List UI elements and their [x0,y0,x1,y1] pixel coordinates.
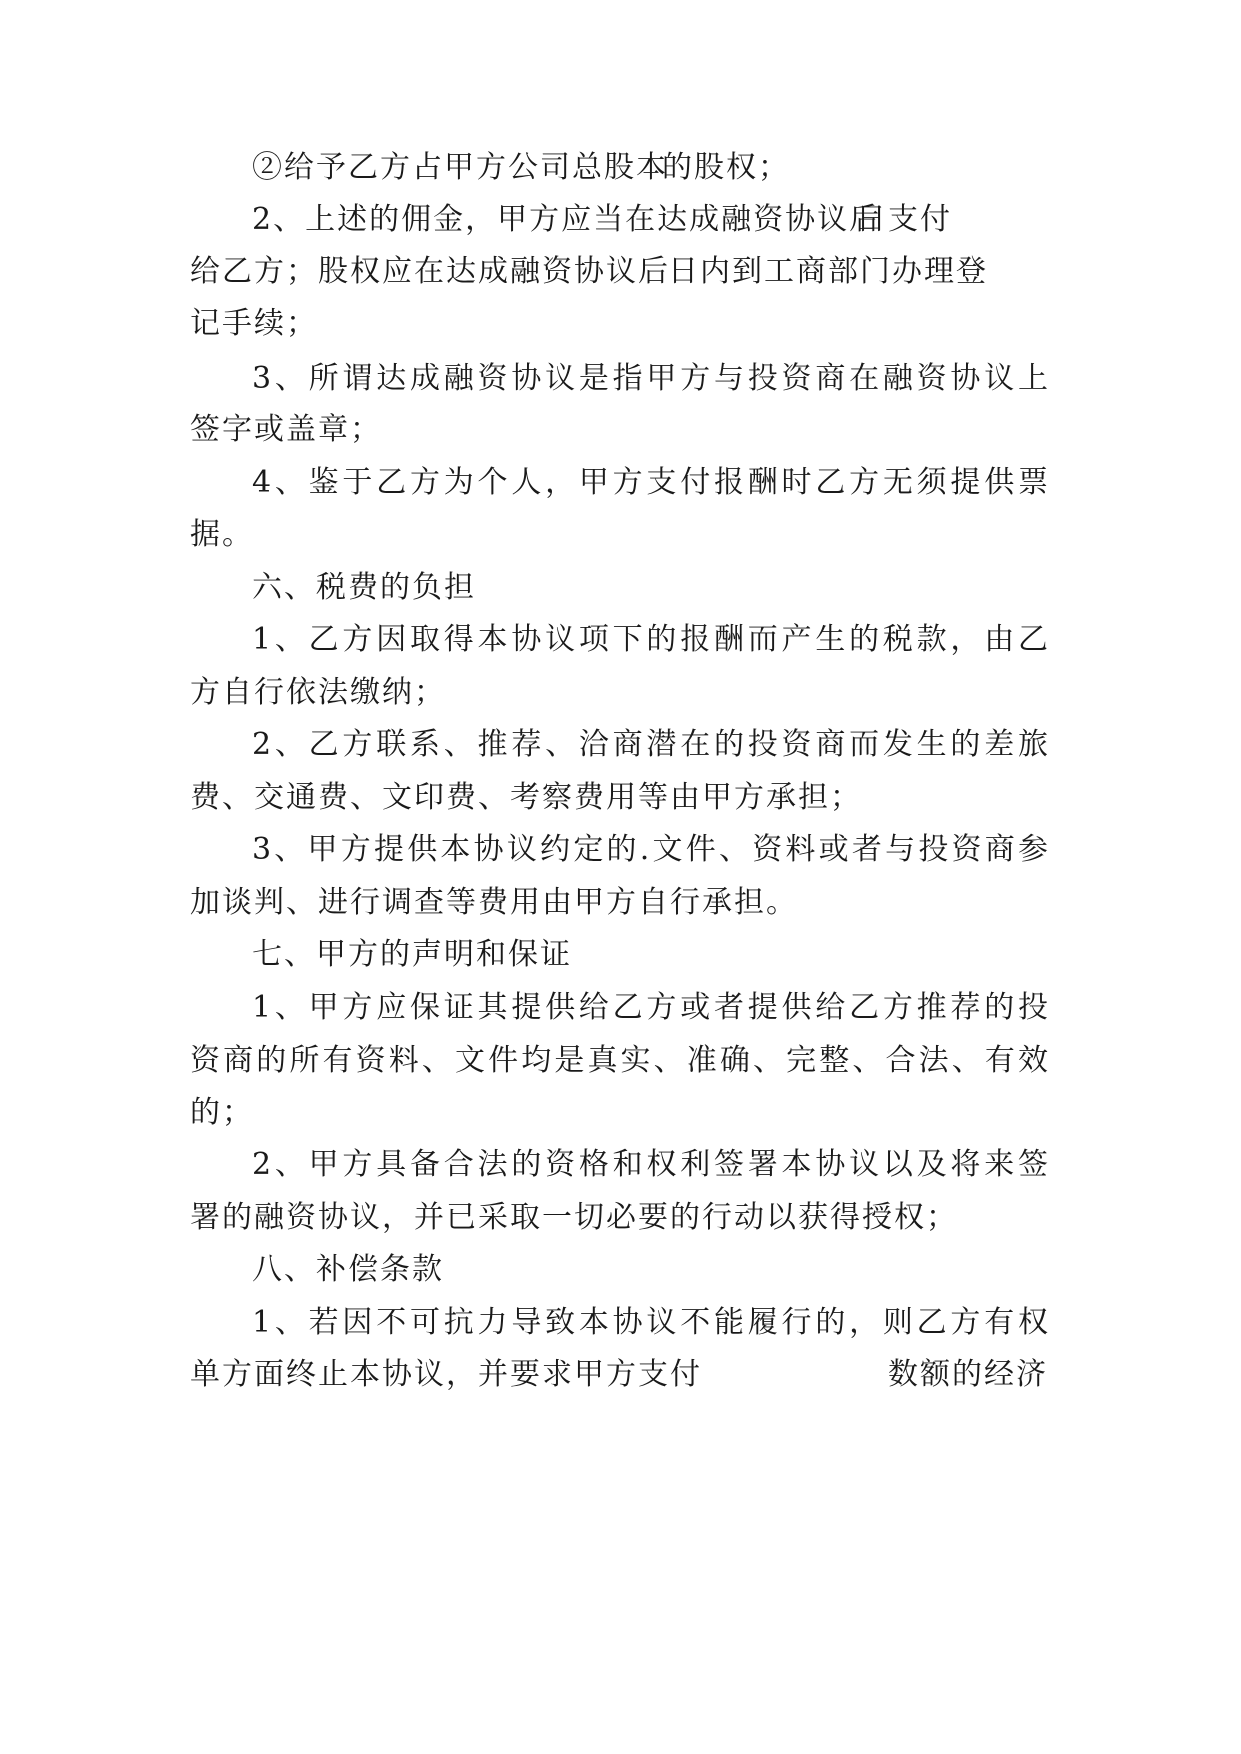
clause-6-item-3-line-2: 加谈判、进行调查等费用由甲方自行承担。 [190,885,798,920]
clause-5-item-4-line-2: 据。 [190,517,254,552]
clause-5-item-2-line-2-text: 给乙方；股权应在达成融资协议后 [190,254,670,289]
clause-7-item-2-line-1: 2、甲方具备合法的资格和权利签署本协议以及将来签 [252,1147,1050,1182]
clause-7-item-1-line-2: 资商的所有资料、文件均是真实、准确、完整、合法、有效 [190,1043,1050,1078]
clause-5-item-b-tail: 的股权； [662,150,790,185]
section-6-heading: 六、税费的负担 [252,570,476,605]
clause-8-item-1-line-2-text: 单方面终止本协议，并要求甲方支付 [190,1357,702,1392]
clause-5-item-2-line-2-tail: 日内到工商部门办理登 [668,254,988,289]
clause-6-item-2-line-2: 费、交通费、文印费、考察费用等由甲方承担； [190,780,862,815]
clause-8-item-1-line-2-tail: 数额的经济 [888,1357,1048,1392]
clause-7-item-1-line-1: 1、甲方应保证其提供给乙方或者提供给乙方推荐的投 [252,990,1050,1025]
section-7-heading: 七、甲方的声明和保证 [252,937,572,972]
clause-5-item-2-text: 2、上述的佣金，甲方应当在达成融资协议后 [252,202,882,237]
clause-5-item-2-line-3: 记手续； [190,306,318,341]
clause-8-item-1-line-2 [190,1347,1050,1403]
clause-6-item-1-line-2: 方自行依法缴纳； [190,675,446,710]
clause-5-item-b-text: ②给予乙方占甲方公司总股本 [252,150,668,185]
clause-7-item-1-line-3: 的； [190,1095,254,1130]
clause-6-item-2-line-1: 2、乙方联系、推荐、洽商潜在的投资商而发生的差旅 [252,727,1050,762]
clause-5-item-3-line-2: 签字或盖章； [190,412,382,447]
clause-5-item-3-line-1: 3、所谓达成融资协议是指甲方与投资商在融资协议上 [252,361,1050,396]
clause-6-item-3-line-1: 3、甲方提供本协议约定的.文件、资料或者与投资商参 [252,832,1050,867]
clause-7-item-2-line-2: 署的融资协议，并已采取一切必要的行动以获得授权； [190,1200,958,1235]
clause-5-item-4-line-1: 4、鉴于乙方为个人，甲方支付报酬时乙方无须提供票 [252,465,1050,500]
section-8-heading: 八、补偿条款 [252,1252,444,1287]
clause-8-item-1-line-1: 1、若因不可抗力导致本协议不能履行的，则乙方有权 [252,1305,1050,1340]
clause-5-item-b [252,140,1050,196]
clause-5-item-2-tail: 日支付 [856,202,952,237]
clause-6-item-1-line-1: 1、乙方因取得本协议项下的报酬而产生的税款，由乙 [252,622,1050,657]
clause-5-item-2-line-2 [190,244,1050,300]
clause-5-item-2-line-1 [252,192,1050,248]
